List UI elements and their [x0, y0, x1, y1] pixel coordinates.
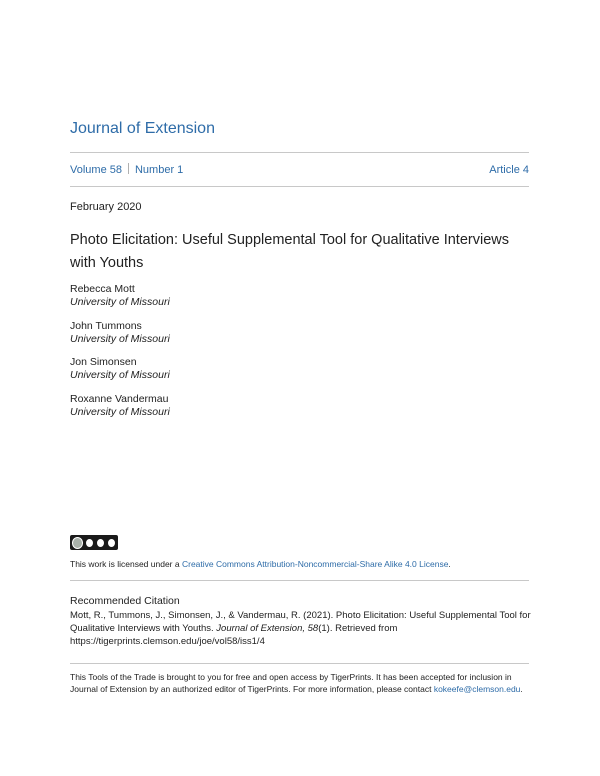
sa-icon — [107, 538, 116, 548]
nc-icon — [96, 538, 105, 548]
license-prefix: This work is licensed under a — [70, 559, 182, 569]
author-affiliation: University of Missouri — [70, 296, 170, 308]
author-block — [70, 393, 170, 419]
footer-suffix: . — [520, 683, 523, 694]
citation-part1: Mott, R., Tummons, J., Simonsen, J., & Vandermau, R. (2021). Photo Elicitation: Useful Supplemental Tool for Qualitative Interviews with Youths. — [70, 610, 531, 634]
citation-divider — [70, 580, 529, 581]
citation-journal: Journal of Extension, 58 — [216, 623, 319, 634]
author-affiliation: University of Missouri — [70, 406, 170, 418]
paper-title: Photo Elicitation: Useful Supplemental Tool for Qualitative Interviews with Youths — [70, 232, 509, 271]
author-block — [70, 320, 170, 346]
header-divider-top — [70, 152, 529, 153]
license-statement — [70, 558, 451, 570]
volume-link[interactable]: Volume 58 — [70, 164, 122, 176]
author-name: Roxanne Vandermau — [70, 393, 169, 405]
author-name: Jon Simonsen — [70, 356, 137, 368]
header-divider-bottom — [70, 186, 529, 187]
footer-divider — [70, 663, 529, 664]
by-icon — [85, 538, 94, 548]
journal-title[interactable]: Journal of Extension — [70, 120, 215, 137]
author-block — [70, 283, 170, 309]
license-suffix: . — [448, 559, 451, 569]
cc-icon — [72, 537, 83, 549]
separator — [128, 163, 129, 174]
author-name: John Tummons — [70, 320, 142, 332]
creative-commons-badge-icon[interactable] — [70, 535, 118, 550]
author-affiliation: University of Missouri — [70, 369, 170, 381]
author-name: Rebecca Mott — [70, 283, 135, 295]
citation-part2: (1). Retrieved from https://tigerprints.clemson.edu/joe/vol58/iss1/4 — [70, 623, 398, 647]
footer-body: This Tools of the Trade is brought to you for free and open access by TigerPrints. It has been accepted for inclusion in Journal of Extension by an authorized editor of TigerPrints. For more information, please contact — [70, 672, 512, 694]
article-link[interactable]: Article 4 — [489, 164, 529, 176]
license-link[interactable]: Creative Commons Attribution-Noncommercial-Share Alike 4.0 License — [181, 559, 449, 569]
author-block — [70, 356, 170, 382]
publication-date: February 2020 — [70, 201, 142, 213]
author-affiliation: University of Missouri — [70, 333, 170, 345]
contact-email-link[interactable]: kokeefe@clemson.edu — [433, 683, 521, 694]
number-link[interactable]: Number 1 — [134, 164, 184, 176]
footer-statement — [70, 672, 532, 695]
recommended-citation-heading: Recommended Citation — [70, 595, 180, 607]
volume-row — [70, 163, 529, 177]
citation-text — [70, 609, 532, 648]
